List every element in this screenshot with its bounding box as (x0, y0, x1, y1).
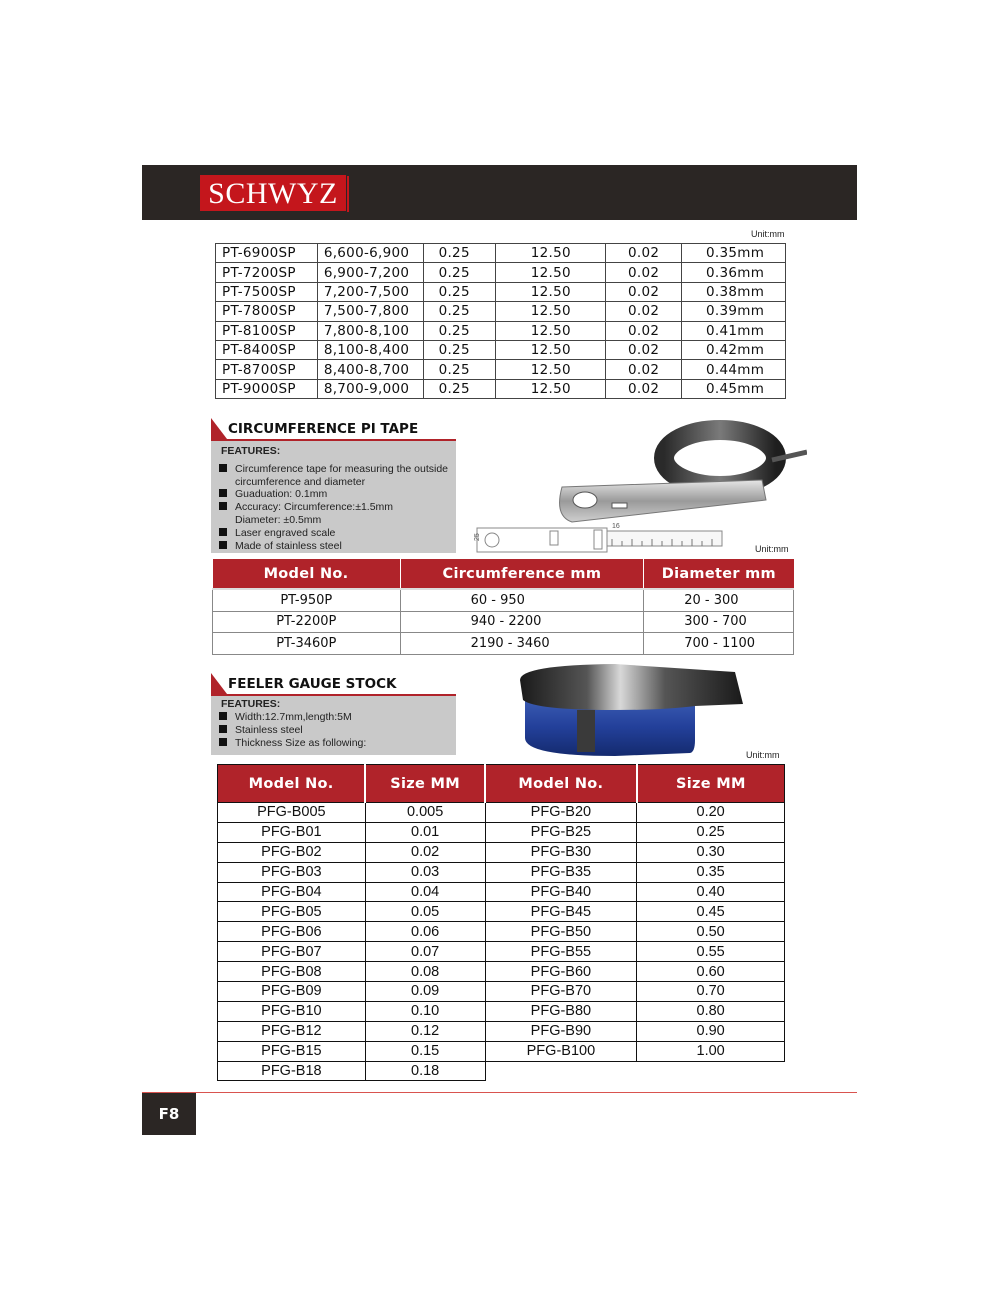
table-cell: 940 - 2200 (400, 611, 644, 633)
table-cell: 0.25 (423, 360, 496, 379)
table-cell: 20 - 300 (644, 589, 794, 611)
bullet-square-icon (219, 725, 227, 733)
table-cell: 0.25 (423, 321, 496, 340)
table-cell: 0.02 (606, 244, 682, 263)
column-header: Model No. (213, 559, 401, 589)
feature-item: Width:12.7mm,length:5M (219, 711, 352, 723)
table-cell (637, 1061, 785, 1081)
table-cell: 0.02 (606, 379, 682, 398)
pi-tape-image (462, 410, 807, 555)
table-cell: 8,400-8,700 (317, 360, 423, 379)
table-row (216, 379, 786, 398)
table-cell: PFG-B80 (485, 1001, 637, 1021)
table-cell: 0.25 (637, 822, 785, 842)
spec-unit-label: Unit:mm (751, 229, 785, 239)
table-cell: 0.25 (423, 263, 496, 282)
feeler-title: FEELER GAUGE STOCK (228, 676, 397, 692)
table-cell: PFG-B18 (218, 1061, 366, 1081)
table-cell: 0.30 (637, 842, 785, 862)
bullet-square-icon (219, 541, 227, 549)
table-cell: 0.09 (365, 982, 485, 1002)
table-cell: 0.02 (606, 263, 682, 282)
table-cell: 0.40 (637, 882, 785, 902)
table-cell: PFG-B01 (218, 822, 366, 842)
table-cell: 0.36mm (682, 263, 786, 282)
table-cell: 0.25 (423, 282, 496, 301)
table-cell: PT-3460P (213, 633, 401, 655)
table-cell: 0.02 (606, 321, 682, 340)
column-header: Diameter mm (644, 559, 794, 589)
table-cell: PT-7800SP (216, 302, 318, 321)
feature-item: Guaduation: 0.1mm (219, 488, 327, 500)
table-row (216, 244, 786, 263)
table-row (216, 321, 786, 340)
table-cell: 0.25 (423, 379, 496, 398)
table-cell: 0.45 (637, 902, 785, 922)
table-cell: PT-6900SP (216, 244, 318, 263)
column-header: Size MM (637, 765, 785, 803)
table-cell: 2190 - 3460 (400, 633, 644, 655)
table-row (218, 1021, 785, 1041)
pi-tape-features-box (211, 441, 456, 553)
table-cell: PT-7200SP (216, 263, 318, 282)
table-cell: PFG-B07 (218, 942, 366, 962)
table-cell: PFG-B35 (485, 862, 637, 882)
column-header: Circumference mm (400, 559, 644, 589)
table-cell: 0.02 (606, 302, 682, 321)
table-cell (485, 1061, 637, 1081)
table-cell: PFG-B40 (485, 882, 637, 902)
drawing-dim-25: 25 (474, 533, 481, 541)
table-cell: PFG-B09 (218, 982, 366, 1002)
table-cell: 12.50 (496, 282, 606, 301)
table-cell: PFG-B08 (218, 962, 366, 982)
table-cell: 0.41mm (682, 321, 786, 340)
table-cell: 0.12 (365, 1021, 485, 1041)
table-cell: 0.01 (365, 822, 485, 842)
table-cell: 6,900-7,200 (317, 263, 423, 282)
bullet-square-icon (219, 712, 227, 720)
feature-item: Circumference tape for measuring the outside (219, 463, 448, 475)
table-cell: PFG-B100 (485, 1041, 637, 1061)
table-cell: 300 - 700 (644, 611, 794, 633)
feature-item: Stainless steel (219, 724, 303, 736)
table-cell: PFG-B25 (485, 822, 637, 842)
footer-divider (142, 1092, 857, 1093)
table-cell: 12.50 (496, 244, 606, 263)
table-cell: 12.50 (496, 379, 606, 398)
table-cell: 0.02 (365, 842, 485, 862)
table-cell: 7,500-7,800 (317, 302, 423, 321)
table-cell: 0.05 (365, 902, 485, 922)
table-cell: 8,100-8,400 (317, 340, 423, 359)
bullet-square-icon (219, 489, 227, 497)
features-heading: FEATURES: (221, 698, 281, 710)
table-cell: 12.50 (496, 340, 606, 359)
feature-item: Accuracy: Circumference:±1.5mm (219, 501, 393, 513)
pi-tape-title: CIRCUMFERENCE PI TAPE (228, 421, 419, 437)
table-cell: PT-2200P (213, 611, 401, 633)
table-cell: PFG-B05 (218, 902, 366, 922)
table-cell: 12.50 (496, 360, 606, 379)
table-cell: PFG-B005 (218, 803, 366, 823)
table-cell: PFG-B90 (485, 1021, 637, 1041)
table-cell: PFG-B15 (218, 1041, 366, 1061)
table-cell: 0.06 (365, 922, 485, 942)
table-row (218, 922, 785, 942)
table-row (218, 842, 785, 862)
table-cell: 1.00 (637, 1041, 785, 1061)
table-cell: PT-8400SP (216, 340, 318, 359)
table-row (218, 862, 785, 882)
feeler-gauge-image (515, 660, 745, 760)
table-cell: 0.42mm (682, 340, 786, 359)
feature-item: Diameter: ±0.5mm (235, 514, 322, 526)
table-cell: PT-8700SP (216, 360, 318, 379)
table-cell: 60 - 950 (400, 589, 644, 611)
column-header: Model No. (218, 765, 366, 803)
table-cell: 12.50 (496, 302, 606, 321)
table-cell: 0.35 (637, 862, 785, 882)
table-cell: 0.45mm (682, 379, 786, 398)
feeler-features-box (211, 696, 456, 755)
table-cell: 0.03 (365, 862, 485, 882)
table-row (218, 982, 785, 1002)
table-cell: 0.02 (606, 282, 682, 301)
table-cell: PFG-B12 (218, 1021, 366, 1041)
pi-tape-unit-label: Unit:mm (755, 544, 789, 554)
table-cell: PFG-B45 (485, 902, 637, 922)
table-cell: PFG-B20 (485, 803, 637, 823)
table-row (216, 282, 786, 301)
table-row (216, 360, 786, 379)
table-row (216, 340, 786, 359)
table-cell: PFG-B06 (218, 922, 366, 942)
table-cell: 12.50 (496, 321, 606, 340)
table-row (218, 942, 785, 962)
table-row (218, 803, 785, 823)
features-heading: FEATURES: (221, 445, 281, 457)
table-cell: 0.35mm (682, 244, 786, 263)
bullet-square-icon (219, 738, 227, 746)
table-row (218, 1001, 785, 1021)
column-header: Model No. (485, 765, 637, 803)
table-cell: PFG-B70 (485, 982, 637, 1002)
feature-item: Thickness Size as following: (219, 737, 366, 749)
logo-divider (347, 176, 349, 212)
feature-item: Laser engraved scale (219, 527, 335, 539)
section-marker (211, 418, 227, 439)
table-cell: 0.18 (365, 1061, 485, 1081)
table-cell: 0.08 (365, 962, 485, 982)
table-cell: 0.90 (637, 1021, 785, 1041)
table-cell: 0.07 (365, 942, 485, 962)
pi-tape-table (212, 559, 794, 655)
table-cell: PT-7500SP (216, 282, 318, 301)
table-row (216, 263, 786, 282)
table-cell: PFG-B03 (218, 862, 366, 882)
spec-table (215, 243, 786, 399)
table-cell: PFG-B60 (485, 962, 637, 982)
table-cell: PFG-B10 (218, 1001, 366, 1021)
table-cell: 0.02 (606, 360, 682, 379)
table-cell: 12.50 (496, 263, 606, 282)
table-cell: 0.70 (637, 982, 785, 1002)
table-cell: 0.25 (423, 302, 496, 321)
table-cell: 0.60 (637, 962, 785, 982)
table-row (213, 611, 794, 633)
table-row (216, 302, 786, 321)
section-marker (211, 673, 227, 694)
table-cell: 7,800-8,100 (317, 321, 423, 340)
table-cell: 0.55 (637, 942, 785, 962)
table-cell: 8,700-9,000 (317, 379, 423, 398)
table-cell: 6,600-6,900 (317, 244, 423, 263)
page-number: F8 (142, 1093, 196, 1135)
table-cell: 0.50 (637, 922, 785, 942)
feeler-unit-label: Unit:mm (746, 750, 780, 760)
table-cell: 0.25 (423, 340, 496, 359)
feature-item: Made of stainless steel (219, 540, 342, 552)
table-row (218, 822, 785, 842)
feeler-gauge-table (217, 764, 785, 1081)
table-cell: 0.25 (423, 244, 496, 263)
table-cell: 0.04 (365, 882, 485, 902)
table-cell: 0.39mm (682, 302, 786, 321)
table-cell: PFG-B50 (485, 922, 637, 942)
table-cell: 0.005 (365, 803, 485, 823)
table-cell: PT-8100SP (216, 321, 318, 340)
table-cell: 0.02 (606, 340, 682, 359)
table-cell: PT-9000SP (216, 379, 318, 398)
table-cell: PFG-B04 (218, 882, 366, 902)
bullet-square-icon (219, 528, 227, 536)
table-row (213, 589, 794, 611)
table-cell: 0.15 (365, 1041, 485, 1061)
brand-logo: SCHWYZ (200, 175, 346, 211)
bullet-square-icon (219, 464, 227, 472)
bullet-square-icon (219, 502, 227, 510)
drawing-dim-16: 16 (612, 523, 620, 530)
table-cell: PT-950P (213, 589, 401, 611)
table-cell: 7,200-7,500 (317, 282, 423, 301)
table-cell: PFG-B30 (485, 842, 637, 862)
table-cell: 0.38mm (682, 282, 786, 301)
table-row (218, 1061, 785, 1081)
column-header: Size MM (365, 765, 485, 803)
table-cell: PFG-B55 (485, 942, 637, 962)
table-cell: 0.44mm (682, 360, 786, 379)
table-row (218, 902, 785, 922)
table-cell: 0.20 (637, 803, 785, 823)
table-row (218, 962, 785, 982)
table-row (218, 1041, 785, 1061)
feature-item: circumference and diameter (235, 476, 366, 488)
table-cell: 700 - 1100 (644, 633, 794, 655)
table-cell: 0.80 (637, 1001, 785, 1021)
table-row (218, 882, 785, 902)
table-cell: 0.10 (365, 1001, 485, 1021)
table-row (213, 633, 794, 655)
table-cell: PFG-B02 (218, 842, 366, 862)
